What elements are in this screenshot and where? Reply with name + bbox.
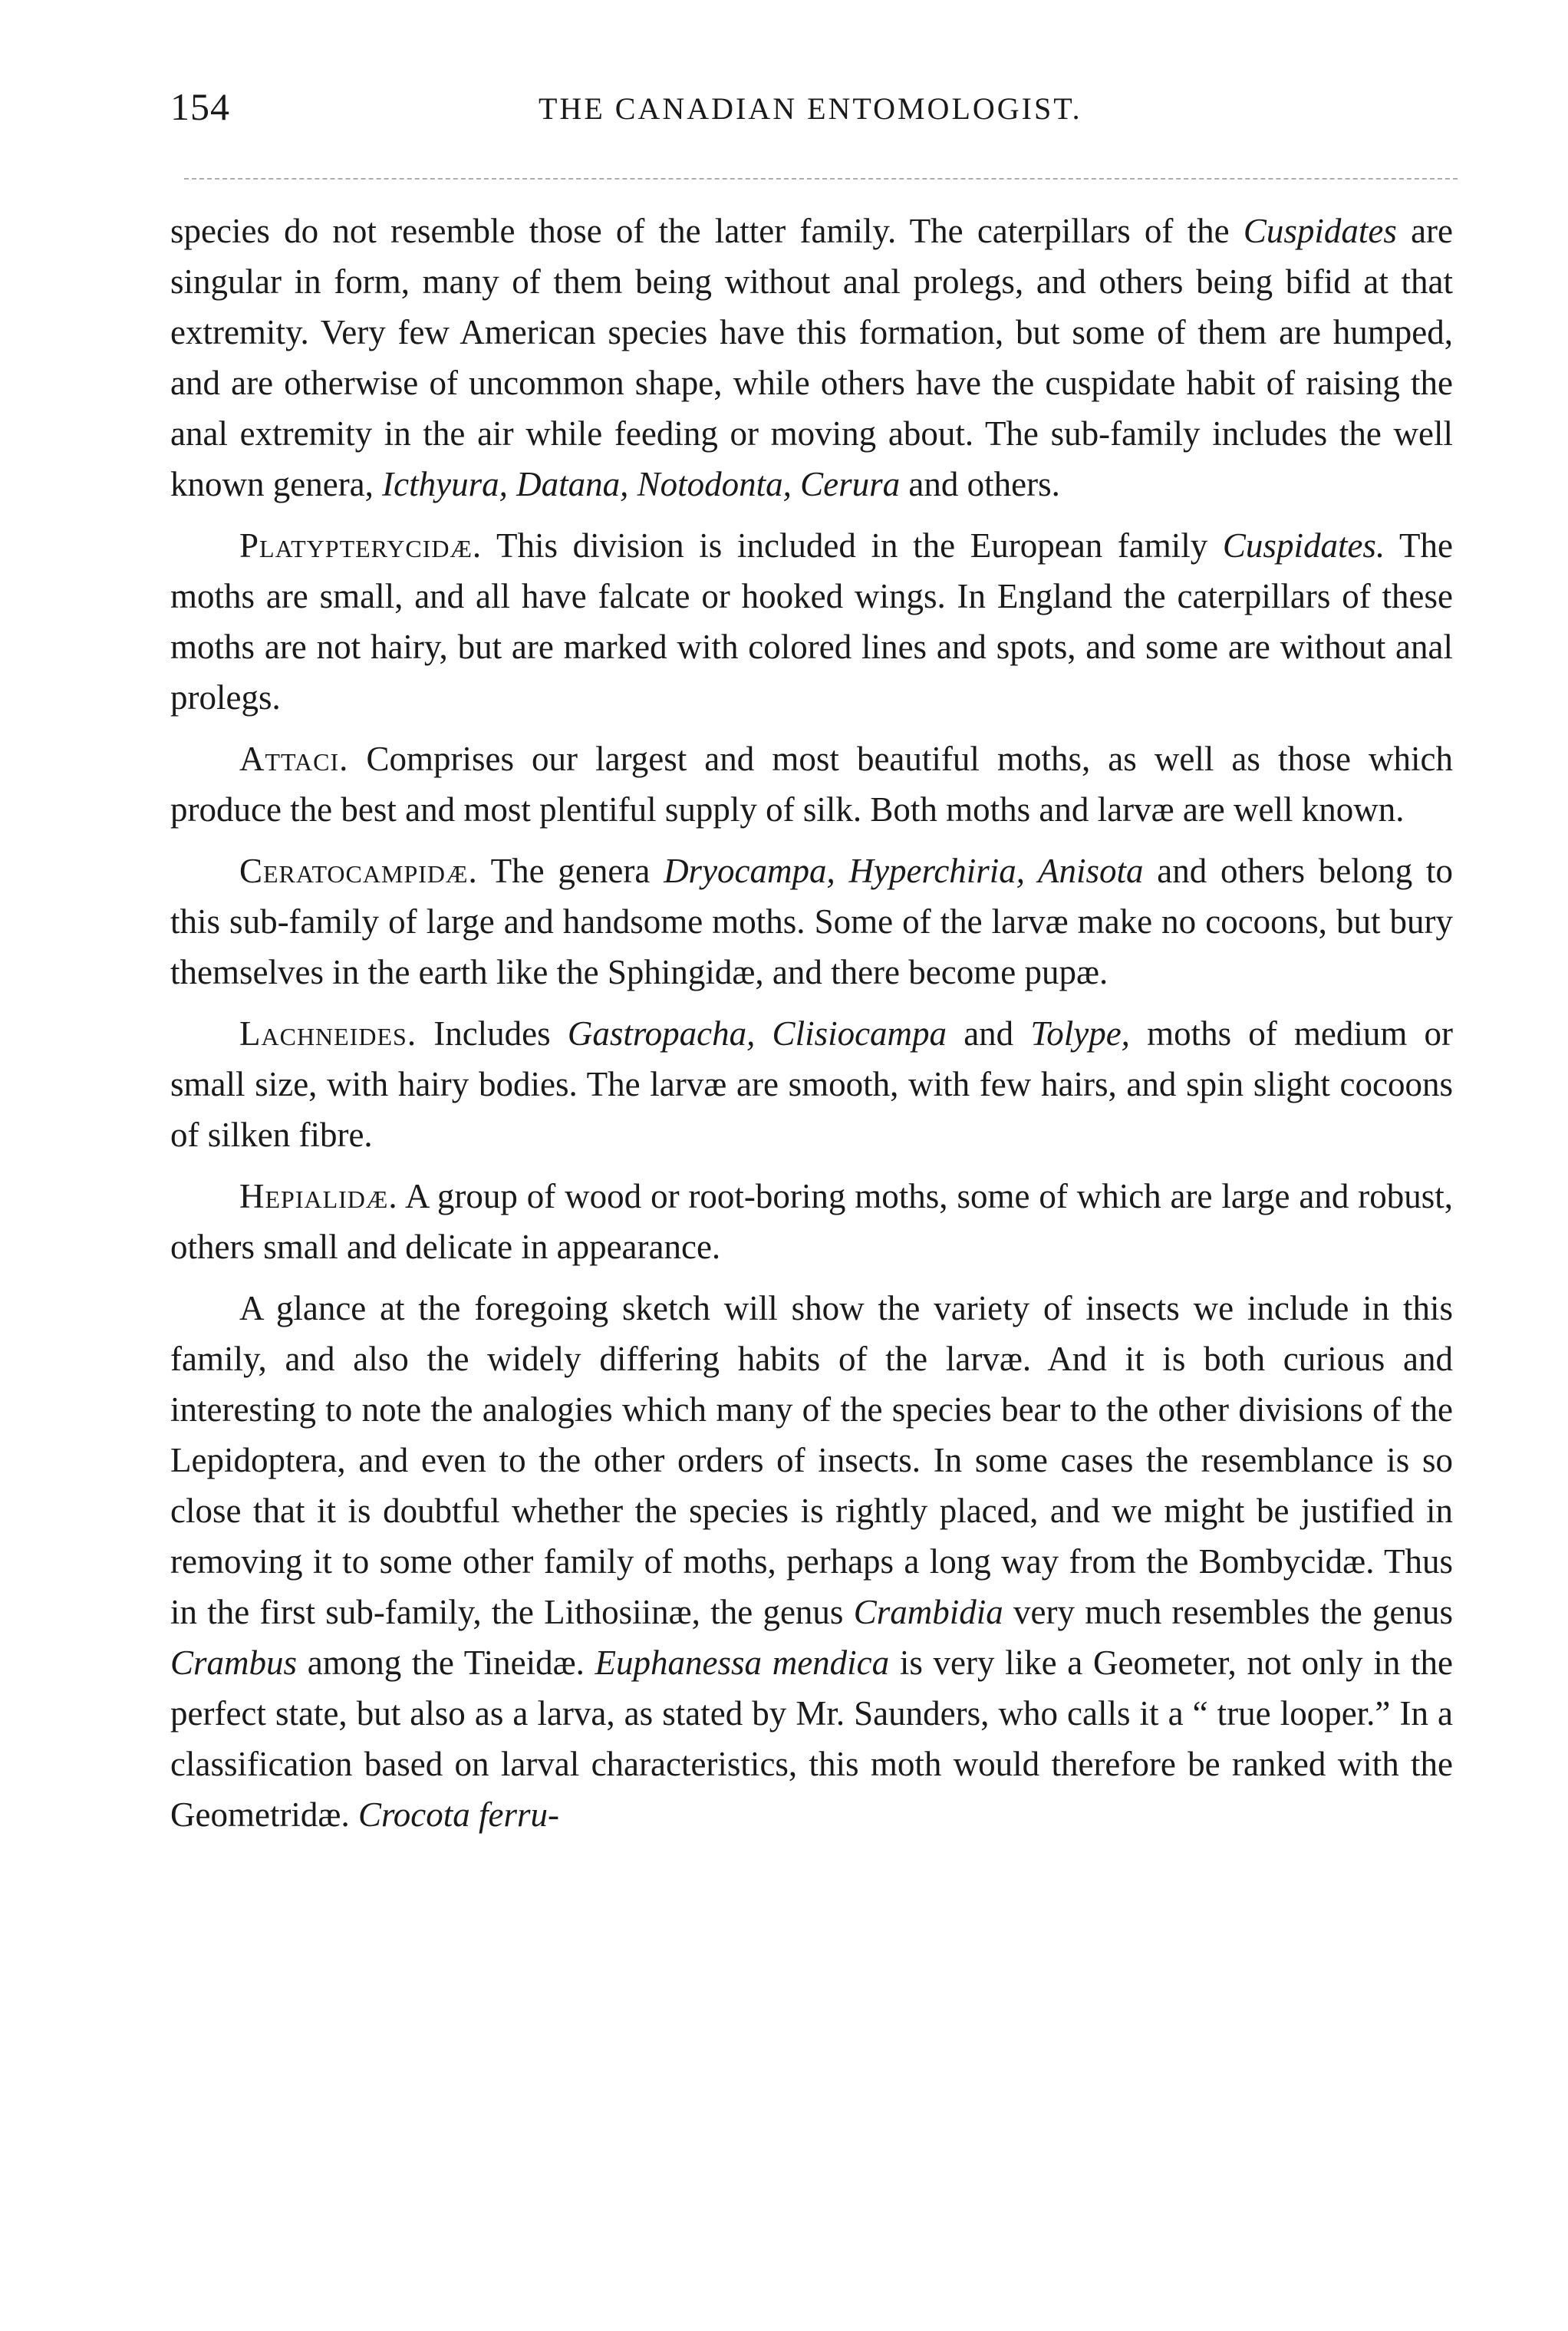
page-number: 154: [170, 85, 230, 128]
italic-term: Crambus: [170, 1644, 298, 1682]
paragraph-hepialidae: Hepialidæ. A group of wood or root-boring moths, some of which are large and robust, others small and delicate in appearance.: [170, 1177, 1453, 1266]
body-text: [170, 206, 1453, 1851]
paragraph-attaci: Attaci. Comprises our largest and most beautiful moths, as well as those which produce the best and most plentiful supply of silk. Both moths and larvæ are well known.: [170, 740, 1453, 829]
italic-term: Crocota ferru-: [357, 1795, 560, 1834]
italic-term: Euphanessa mendica: [595, 1644, 890, 1682]
italic-term: Cuspidates.: [1222, 526, 1385, 565]
paragraph-platypterycidae: Platypterycidæ. This division is included in the European family Cuspidates. The moths are small, and all have falcate or hooked wings. In England the caterpillars of these moths are not hairy, but are marked with colored lines and spots, and some are without anal prolegs.: [170, 526, 1453, 717]
header-rule: [184, 178, 1458, 180]
running-head: THE CANADIAN ENTOMOLOGIST.: [539, 91, 1082, 126]
section-heading: Attaci.: [239, 740, 349, 778]
section-heading: Lachneides.: [239, 1014, 417, 1053]
paragraph-cuspidates-continuation: species do not resemble those of the latter family. The caterpillars of the Cuspidates are singular in form, many of them being without anal prolegs, and others being bifid at that extremity. Very few American species have this formation, but some of them are humped, and are otherwise of uncommon shape, while others have the cuspidate habit of raising the anal extremity in the air while feeding or moving about. The sub-family includes the well known genera, Icthyura, Datana, Notodonta, Cerura and others.: [170, 212, 1454, 503]
italic-term: Cuspidates: [1243, 212, 1397, 250]
section-heading: Platypterycidæ.: [239, 526, 483, 565]
italic-term: Tolype,: [1030, 1014, 1130, 1053]
section-heading: Hepialidæ.: [239, 1177, 398, 1215]
page-header: [170, 84, 1474, 138]
italic-term: Gastropacha, Clisiocampa: [567, 1014, 947, 1053]
paragraph-foregoing-sketch: A glance at the foregoing sketch will show the variety of insects we include in this family, and also the widely differing habits of the larvæ. And it is both curious and interesting to note the analogies which many of the species bear to the other divisions of the Lepidoptera, and even to the other orders of insects. In some cases the resemblance is so close that it is doubtful whether the species is rightly placed, and we might be justified in removing it to some other family of moths, perhaps a long way from the Bombycidæ. Thus in the first sub-family, the Lithosiinæ, the genus Crambidia very much resembles the genus Crambus among the Tineidæ. Euphanessa mendica is very like a Geometer, not only in the perfect state, but also as a larva, as stated by Mr. Saunders, who calls it a “ true looper.” In a classification based on larval characteristics, this moth would therefore be ranked with the Geometridæ. Crocota ferru-: [170, 1289, 1453, 1834]
paragraph-lachneides: Lachneides. Includes Gastropacha, Clisiocampa and Tolype, moths of medium or small size, with hairy bodies. The larvæ are smooth, with few hairs, and spin slight cocoons of silken fibre.: [170, 1014, 1453, 1154]
section-heading: Ceratocampidæ.: [239, 852, 478, 890]
italic-term: Icthyura, Datana, Notodonta, Cerura: [382, 465, 901, 503]
paragraph-ceratocampidae: Ceratocampidæ. The genera Dryocampa, Hyperchiria, Anisota and others belong to this sub-family of large and handsome moths. Some of the larvæ make no cocoons, but bury themselves in the earth like the Sphingidæ, and there become pupæ.: [170, 852, 1453, 991]
italic-term: Crambidia: [853, 1593, 1003, 1631]
italic-term: Dryocampa, Hyperchiria, Anisota: [664, 852, 1144, 890]
